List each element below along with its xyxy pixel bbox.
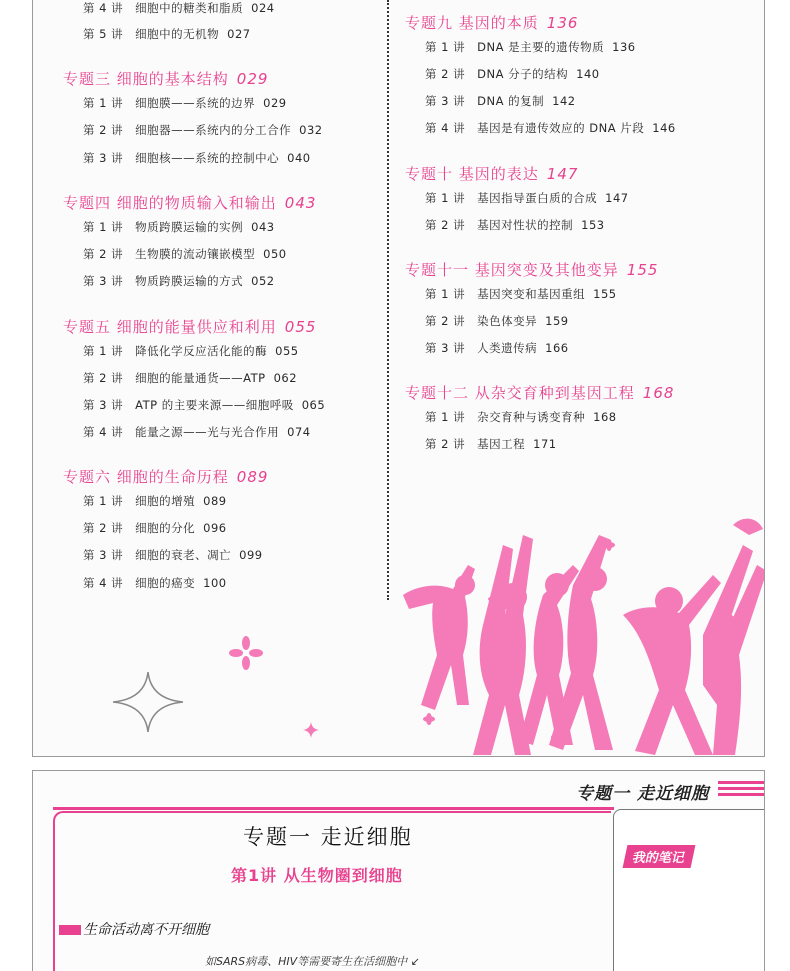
topic-title: 专题六 细胞的生命历程 bbox=[63, 468, 229, 486]
lesson-number: 第 2 讲 bbox=[425, 67, 466, 81]
toc-topic bbox=[405, 382, 674, 403]
toc-lesson bbox=[83, 246, 287, 262]
lesson-number: 第 2 讲 bbox=[425, 314, 466, 328]
toc-topic bbox=[63, 316, 316, 337]
toc-lesson bbox=[83, 95, 287, 111]
toc-page bbox=[32, 0, 765, 757]
toc-lesson bbox=[83, 575, 227, 591]
lesson-title: 基因对性状的控制 bbox=[477, 218, 574, 232]
topic-title: 专题十二 从杂交育种到基因工程 bbox=[405, 384, 635, 402]
lesson-number: 第 2 讲 bbox=[83, 371, 124, 385]
lesson-number: 第 1 讲 bbox=[425, 410, 466, 424]
toc-lesson bbox=[83, 122, 323, 138]
chapter-title: 专题一 走近细胞 bbox=[243, 825, 413, 849]
toc-lesson bbox=[425, 313, 569, 329]
lesson-number: 第 1 讲 bbox=[83, 96, 124, 110]
toc-lesson bbox=[425, 39, 636, 55]
lesson-title: DNA 的复制 bbox=[477, 94, 545, 108]
lesson-title: 杂交育种与诱变育种 bbox=[477, 410, 586, 424]
toc-lesson bbox=[83, 493, 227, 509]
notes-box bbox=[613, 809, 765, 971]
lesson-number: 第 5 讲 bbox=[83, 27, 124, 41]
toc-lesson bbox=[425, 190, 629, 206]
toc-topic bbox=[63, 466, 268, 487]
toc-lesson bbox=[425, 340, 569, 356]
lesson-title: 物质跨膜运输的实例 bbox=[135, 220, 244, 234]
handwritten-note: 如SARS病毒、HIV等需要寄生在活细胞中 ↙ bbox=[205, 955, 420, 968]
lesson-title: 基因突变和基因重组 bbox=[477, 287, 586, 301]
page-number: 043 bbox=[251, 220, 275, 234]
toc-topic bbox=[405, 12, 578, 33]
lesson-number: 第 4 讲 bbox=[83, 1, 124, 15]
lesson-title: 细胞中的无机物 bbox=[135, 27, 220, 41]
lesson-title: 基因工程 bbox=[477, 437, 526, 451]
page-number: 140 bbox=[576, 67, 600, 81]
lesson-number: 第 3 讲 bbox=[83, 151, 124, 165]
header-rule bbox=[53, 807, 614, 810]
section-heading bbox=[59, 919, 209, 939]
toc-topic bbox=[405, 259, 658, 280]
page-number: 055 bbox=[275, 344, 299, 358]
chapter-page bbox=[32, 770, 765, 971]
topic-title: 专题十 基因的表达 bbox=[405, 165, 539, 183]
lesson-title: 生物膜的流动镶嵌模型 bbox=[135, 247, 256, 261]
page-number: 153 bbox=[581, 218, 605, 232]
flower-icon bbox=[229, 636, 263, 670]
lesson-number: 第 1 讲 bbox=[83, 220, 124, 234]
lesson-title: 物质跨膜运输的方式 bbox=[135, 274, 244, 288]
page-number: 062 bbox=[273, 371, 298, 385]
lesson-number: 第 4 讲 bbox=[83, 576, 124, 590]
section-heading-text: 生命活动离不开细胞 bbox=[83, 922, 209, 938]
toc-lesson bbox=[83, 26, 251, 42]
lesson-title: 人类遗传病 bbox=[477, 341, 538, 355]
lesson-title: 基因指导蛋白质的合成 bbox=[477, 191, 598, 205]
page-number: 147 bbox=[546, 165, 579, 183]
lesson-title: 染色体变异 bbox=[477, 314, 538, 328]
page-number: 159 bbox=[545, 314, 569, 328]
page-number: 024 bbox=[251, 1, 275, 15]
lesson-number: 第 2 讲 bbox=[83, 521, 124, 535]
page-number: 155 bbox=[593, 287, 617, 301]
toc-lesson bbox=[83, 397, 325, 413]
topic-title: 专题四 细胞的物质输入和输出 bbox=[63, 194, 277, 212]
page-number: 147 bbox=[605, 191, 629, 205]
toc-lesson bbox=[425, 66, 600, 82]
header-stripes bbox=[718, 781, 764, 799]
page-number: 089 bbox=[203, 494, 227, 508]
running-header: 专题一 走近细胞 bbox=[576, 784, 709, 804]
lesson-title: 细胞的能量通货——ATP bbox=[135, 371, 266, 385]
page-number: 065 bbox=[301, 398, 326, 412]
lesson-number: 第 3 讲 bbox=[83, 274, 124, 288]
topic-title: 专题三 细胞的基本结构 bbox=[63, 70, 229, 88]
page-number: 052 bbox=[251, 274, 275, 288]
page-number: 029 bbox=[236, 70, 269, 88]
section-marker bbox=[59, 925, 81, 935]
lesson-number: 第 1 讲 bbox=[83, 344, 124, 358]
toc-lesson bbox=[425, 217, 605, 233]
lesson-title: ATP 的主要来源——细胞呼吸 bbox=[135, 398, 294, 412]
lesson-title: 细胞的增殖 bbox=[135, 494, 196, 508]
page-number: 029 bbox=[263, 96, 287, 110]
toc-lesson bbox=[425, 93, 576, 109]
toc-lesson bbox=[83, 370, 297, 386]
lesson-number: 第 4 讲 bbox=[83, 425, 124, 439]
toc-lesson bbox=[425, 409, 617, 425]
toc-lesson bbox=[83, 520, 227, 536]
lesson-title: 细胞核——系统的控制中心 bbox=[135, 151, 280, 165]
toc-lesson bbox=[425, 286, 617, 302]
lesson-title: 细胞的衰老、凋亡 bbox=[135, 548, 232, 562]
lesson-number: 第 2 讲 bbox=[83, 247, 124, 261]
lesson-title: 第1讲 从生物圈到细胞 bbox=[231, 866, 403, 885]
lesson-number: 第 1 讲 bbox=[425, 40, 466, 54]
lesson-title: 细胞的癌变 bbox=[135, 576, 196, 590]
page-number: 100 bbox=[203, 576, 227, 590]
page-number: 136 bbox=[546, 14, 579, 32]
page-number: 155 bbox=[626, 261, 659, 279]
lesson-number: 第 3 讲 bbox=[425, 341, 466, 355]
page-number: 168 bbox=[642, 384, 675, 402]
page-number: 168 bbox=[593, 410, 617, 424]
page-number: 074 bbox=[287, 425, 311, 439]
toc-lesson bbox=[83, 0, 275, 16]
lesson-title: DNA 分子的结构 bbox=[477, 67, 569, 81]
topic-title: 专题九 基因的本质 bbox=[405, 14, 539, 32]
topic-title: 专题十一 基因突变及其他变异 bbox=[405, 261, 619, 279]
sparkle-icon bbox=[303, 722, 319, 738]
topic-title: 专题五 细胞的能量供应和利用 bbox=[63, 318, 277, 336]
sparkle-icon bbox=[113, 672, 183, 732]
toc-lesson bbox=[83, 150, 311, 166]
page-number: 146 bbox=[652, 121, 676, 135]
lesson-number: 第 3 讲 bbox=[425, 94, 466, 108]
page-number: 142 bbox=[552, 94, 576, 108]
notes-label: 我的笔记 bbox=[623, 845, 696, 868]
toc-topic bbox=[63, 68, 268, 89]
lesson-number: 第 1 讲 bbox=[83, 494, 124, 508]
dancing-people-silhouette bbox=[373, 505, 765, 757]
toc-lesson bbox=[83, 219, 275, 235]
toc-lesson bbox=[83, 343, 299, 359]
page-number: 136 bbox=[612, 40, 636, 54]
toc-lesson bbox=[83, 547, 263, 563]
lesson-number: 第 2 讲 bbox=[425, 218, 466, 232]
lesson-number: 第 3 讲 bbox=[83, 398, 124, 412]
page-number: 166 bbox=[545, 341, 569, 355]
lesson-title: 细胞膜——系统的边界 bbox=[135, 96, 256, 110]
toc-lesson bbox=[83, 273, 275, 289]
lesson-title: DNA 是主要的遗传物质 bbox=[477, 40, 605, 54]
lesson-title: 细胞中的糖类和脂质 bbox=[135, 1, 244, 15]
lesson-number: 第 1 讲 bbox=[425, 287, 466, 301]
lesson-title: 能量之源——光与光合作用 bbox=[135, 425, 280, 439]
page-number: 171 bbox=[533, 437, 557, 451]
toc-topic bbox=[405, 163, 578, 184]
page-number: 089 bbox=[236, 468, 269, 486]
lesson-number: 第 4 讲 bbox=[425, 121, 466, 135]
lesson-number: 第 1 讲 bbox=[425, 191, 466, 205]
page-number: 096 bbox=[203, 521, 227, 535]
lesson-title: 细胞器——系统内的分工合作 bbox=[135, 123, 292, 137]
toc-lesson bbox=[425, 436, 557, 452]
page-number: 032 bbox=[299, 123, 323, 137]
toc-topic bbox=[63, 192, 316, 213]
lesson-title: 降低化学反应活化能的酶 bbox=[135, 344, 268, 358]
toc-lesson bbox=[425, 120, 676, 136]
lesson-number: 第 2 讲 bbox=[425, 437, 466, 451]
page-number: 040 bbox=[287, 151, 311, 165]
page-number: 027 bbox=[227, 27, 251, 41]
page-number: 043 bbox=[284, 194, 317, 212]
page-number: 055 bbox=[284, 318, 317, 336]
lesson-number: 第 3 讲 bbox=[83, 548, 124, 562]
toc-lesson bbox=[83, 424, 311, 440]
lesson-number: 第 2 讲 bbox=[83, 123, 124, 137]
page-number: 050 bbox=[263, 247, 287, 261]
page-number: 099 bbox=[239, 548, 263, 562]
lesson-title: 基因是有遗传效应的 DNA 片段 bbox=[477, 121, 645, 135]
lesson-title: 细胞的分化 bbox=[135, 521, 196, 535]
